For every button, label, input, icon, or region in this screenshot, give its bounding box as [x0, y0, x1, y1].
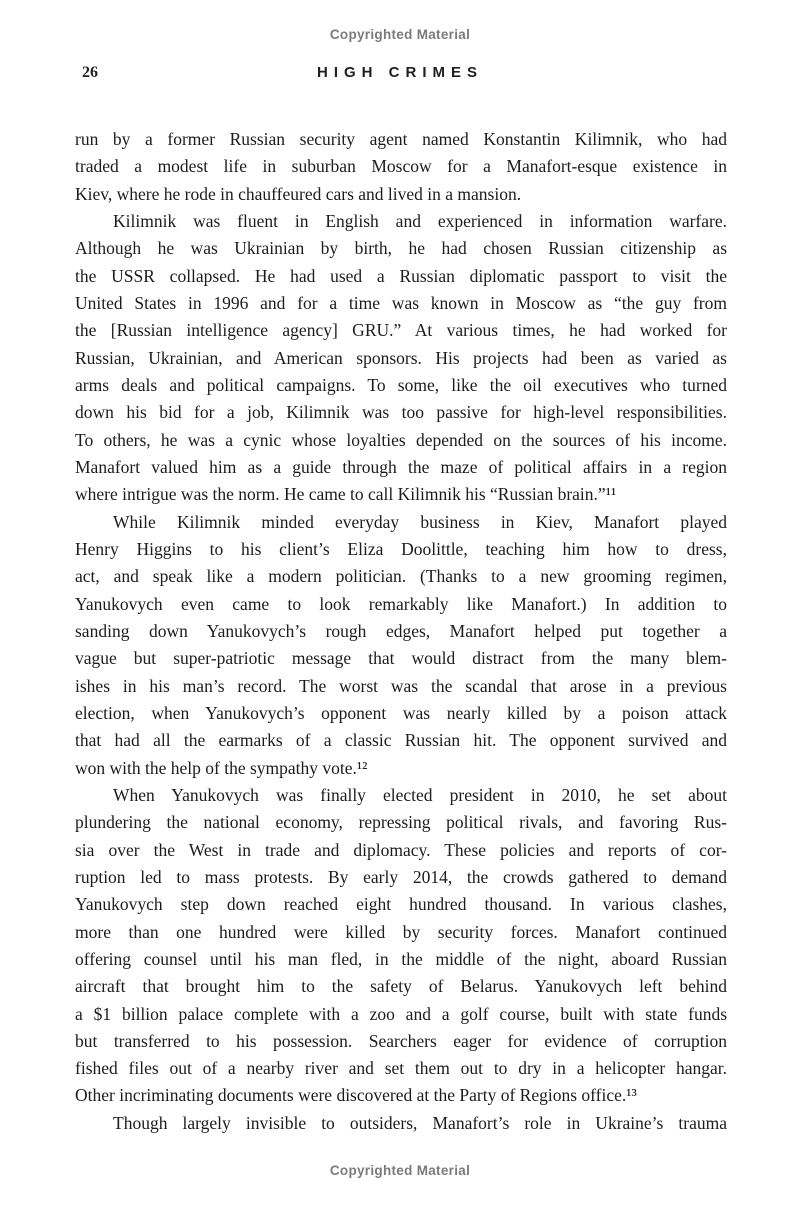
text-line: the [Russian intelligence agency] GRU.” At various times, he had worked for [75, 320, 727, 341]
page-number: 26 [82, 64, 98, 81]
text-line: Other incriminating documents were discovered at the Party of Regions office.¹³ [75, 1085, 637, 1106]
text-line: Although he was Ukrainian by birth, he had chosen Russian citizenship as [75, 238, 727, 259]
text-line: act, and speak like a modern politician. (Thanks to a new grooming regimen, [75, 566, 727, 587]
paragraph [75, 126, 727, 208]
paragraph [75, 1110, 727, 1137]
text-line: arms deals and political campaigns. To some, like the oil executives who turned [75, 374, 727, 395]
text-line: traded a modest life in suburban Moscow for a Manafort-esque existence in [75, 156, 727, 177]
page-header [0, 64, 800, 86]
text-line: fished files out of a nearby river and set them out to dry in a helicopter hangar. [75, 1058, 727, 1079]
text-line: aircraft that brought him to the safety of Belarus. Yanukovych left behind [75, 976, 727, 997]
text-line: vague but super-patriotic message that would distract from the many blem- [75, 648, 727, 669]
text-line: sia over the West in trade and diplomacy. These policies and reports of cor- [75, 839, 727, 860]
text-line: Henry Higgins to his client’s Eliza Doolittle, teaching him how to dress, [75, 538, 727, 559]
text-line: Yanukovych step down reached eight hundred thousand. In various clashes, [75, 894, 727, 915]
paragraph [75, 208, 727, 509]
text-line: plundering the national economy, repressing political rivals, and favoring Rus- [75, 812, 727, 833]
text-line: While Kilimnik minded everyday business in Kiev, Manafort played [113, 511, 727, 532]
text-line: Russian, Ukrainian, and American sponsors. His projects had been as varied as [75, 347, 727, 368]
paragraph [75, 509, 727, 782]
running-title: HIGH CRIMES [316, 64, 483, 81]
text-line: ruption led to mass protests. By early 2014, the crowds gathered to demand [75, 866, 727, 887]
text-line: run by a former Russian security agent named Konstantin Kilimnik, who had [75, 129, 727, 149]
text-line: down his bid for a job, Kilimnik was too passive for high-level responsibilities. [75, 402, 727, 423]
text-line: Yanukovych even came to look remarkably like Manafort.) In addition to [75, 593, 727, 614]
text-line: where intrigue was the norm. He came to call Kilimnik his “Russian brain.”¹¹ [75, 484, 617, 505]
body-text [75, 126, 727, 1137]
copyright-notice-bottom: Copyrighted Material [329, 1163, 471, 1178]
text-line: United States in 1996 and for a time was known in Moscow as “the guy from [75, 292, 727, 313]
text-line: the USSR collapsed. He had used a Russian diplomatic passport to visit the [75, 265, 727, 286]
text-line: that had all the earmarks of a classic Russian hit. The opponent survived and [75, 730, 727, 751]
text-line: Though largely invisible to outsiders, Manafort’s role in Ukraine’s trauma [113, 1112, 727, 1133]
text-line: When Yanukovych was finally elected president in 2010, he set about [113, 784, 727, 805]
text-line: election, when Yanukovych’s opponent was nearly killed by a poison attack [75, 702, 727, 723]
text-line: a $1 billion palace complete with a zoo and a golf course, built with state funds [75, 1003, 727, 1024]
text-line: more than one hundred were killed by security forces. Manafort continued [75, 921, 727, 942]
text-line: To others, he was a cynic whose loyalties depended on the sources of his income. [75, 429, 727, 450]
paragraph [75, 782, 727, 1110]
text-line: sanding down Yanukovych’s rough edges, Manafort helped put together a [75, 620, 727, 641]
text-line: Kiev, where he rode in chauffeured cars and lived in a mansion. [75, 183, 522, 204]
text-line: offering counsel until his man fled, in the middle of the night, aboard Russian [75, 948, 727, 969]
text-line: Kilimnik was fluent in English and experienced in information warfare. [113, 210, 727, 231]
copyright-notice-top: Copyrighted Material [329, 27, 471, 42]
text-line: Manafort valued him as a guide through the maze of political affairs in a region [75, 456, 727, 477]
text-line: but transferred to his possession. Searchers eager for evidence of corruption [75, 1030, 727, 1051]
text-line: won with the help of the sympathy vote.¹² [75, 757, 368, 778]
text-line: ishes in his man’s record. The worst was the scandal that arose in a previous [75, 675, 727, 696]
